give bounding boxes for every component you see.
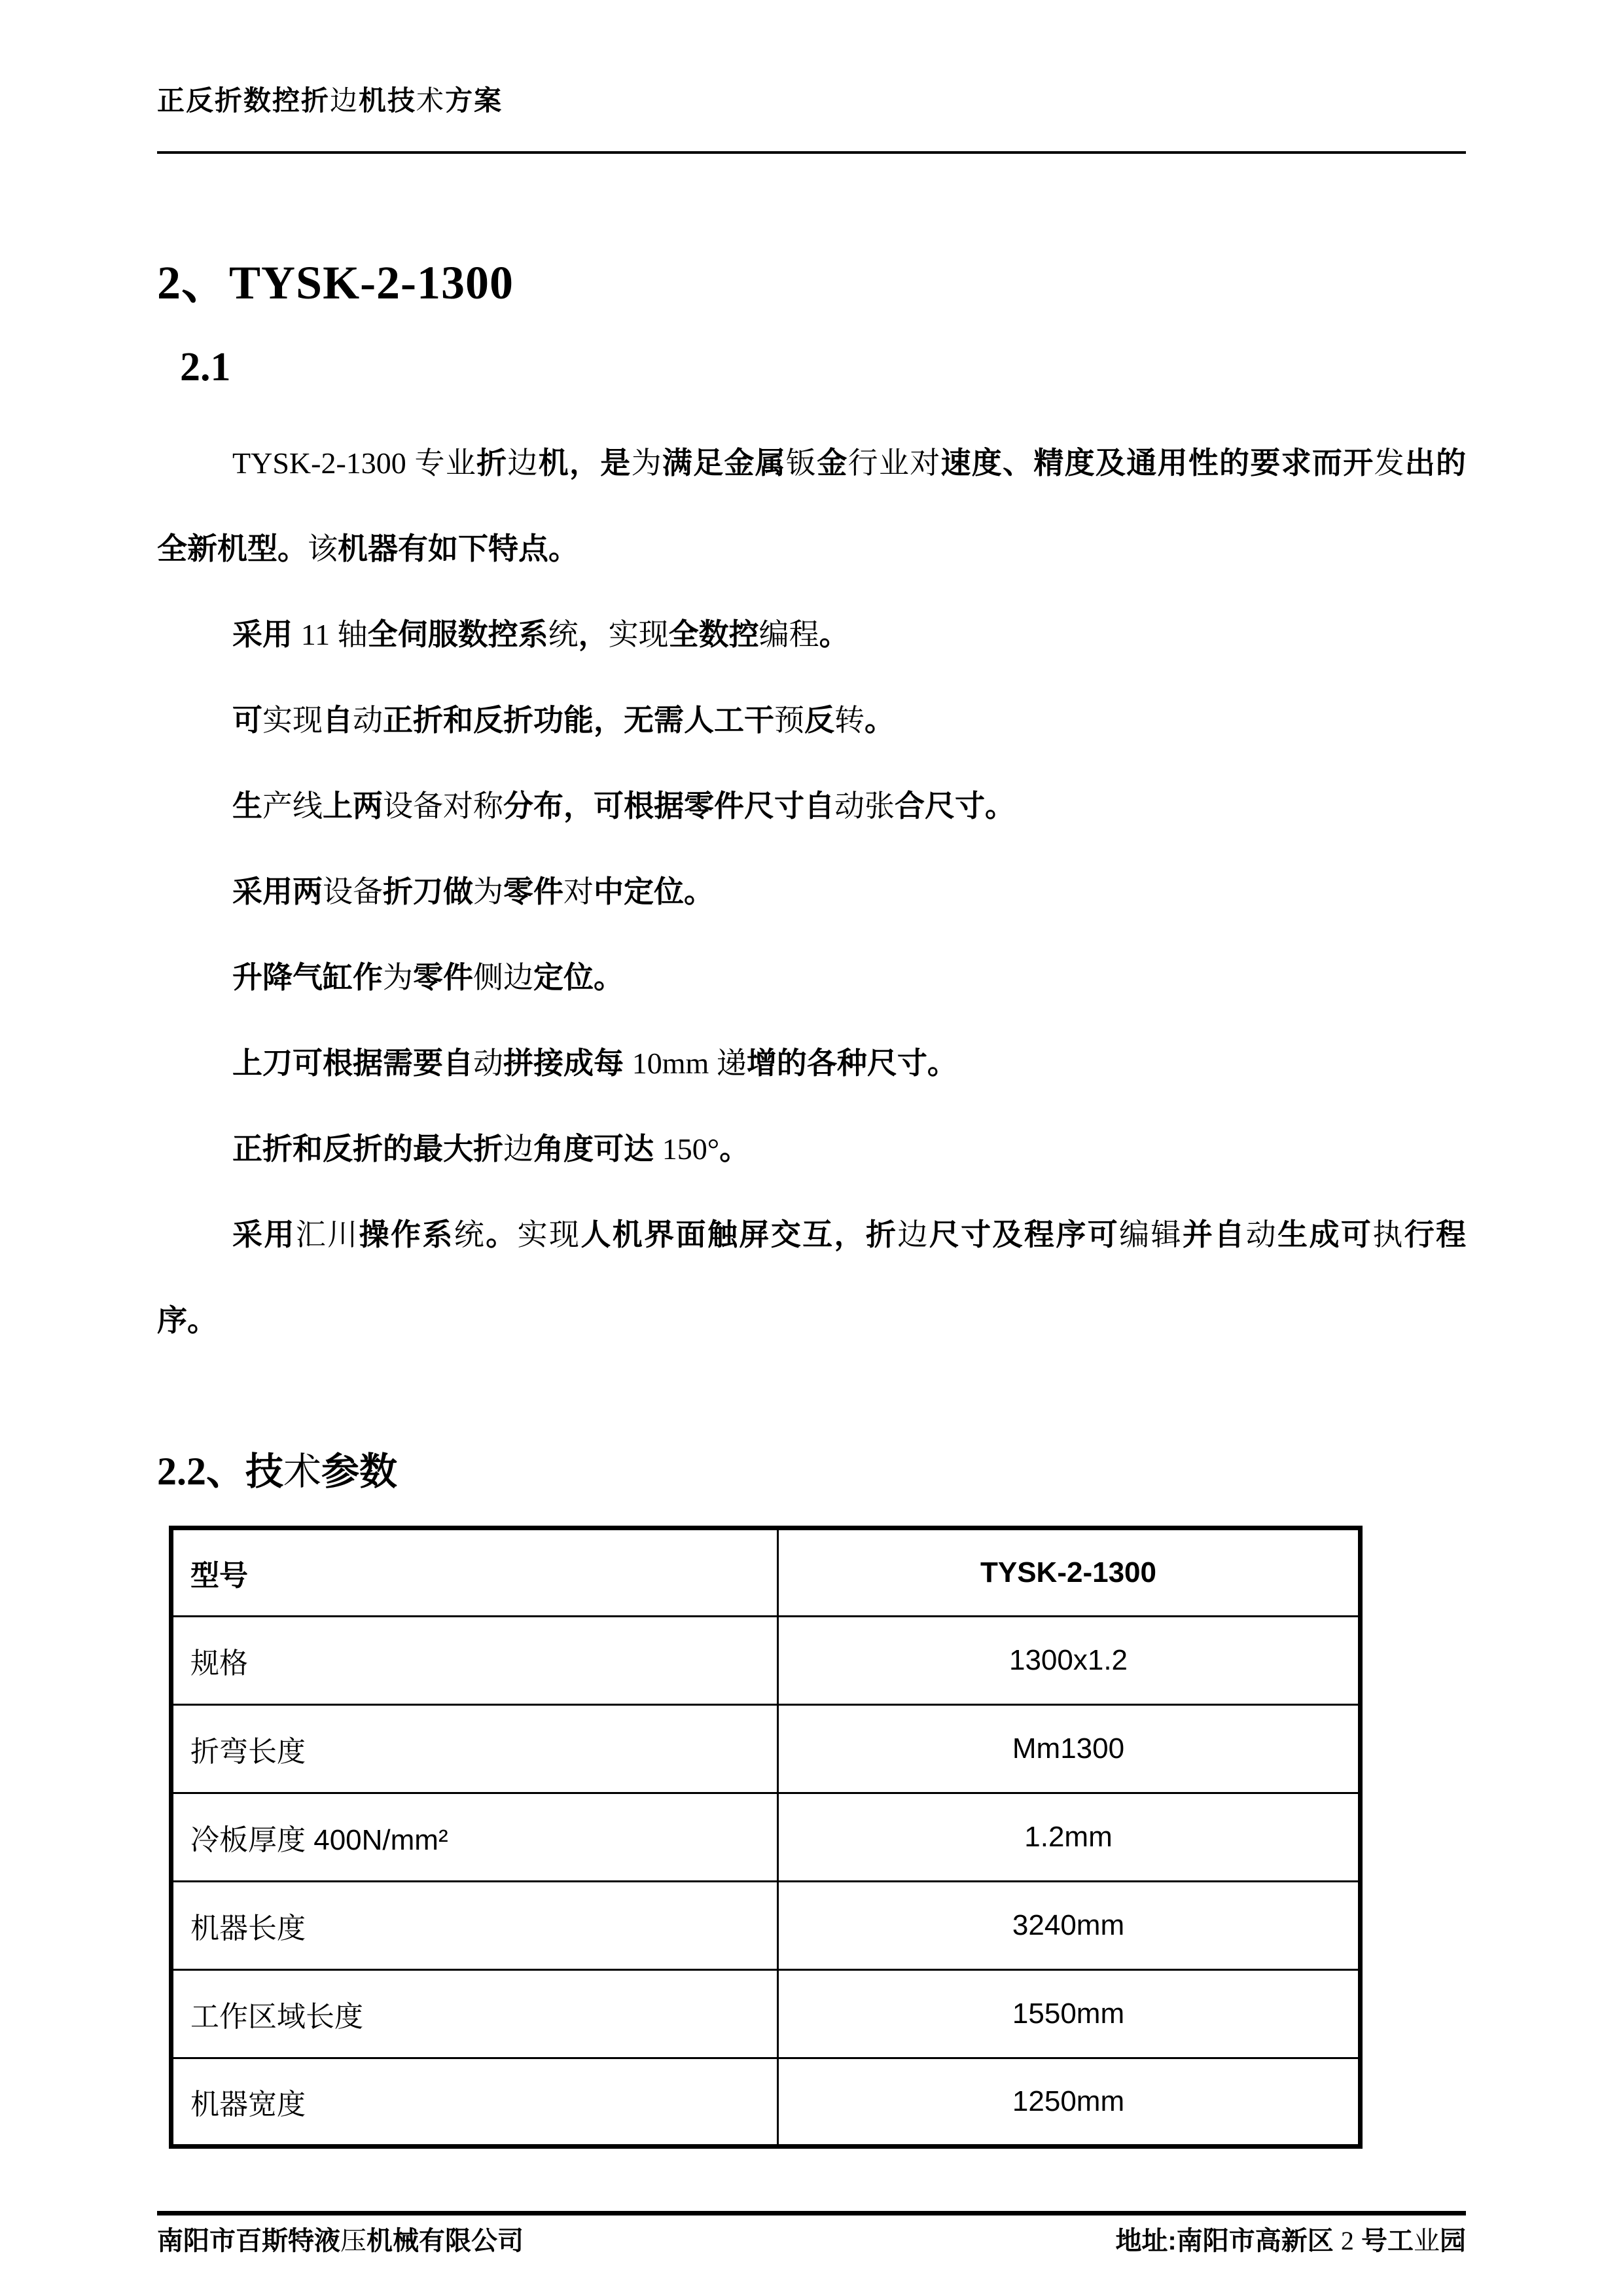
feature-item: 升降气缸作为零件侧边定位。 — [232, 960, 624, 994]
spec-label-cell: 工作区域长度 — [171, 1970, 778, 2058]
feature-item: 上刀可根据需要自动拼接成每 10mm 递增的各种尺寸。 — [232, 1046, 957, 1080]
feature-item: 采用 11 轴全伺服数控系统，实现全数控编程。 — [232, 617, 849, 651]
table-row — [171, 1882, 1361, 1970]
spec-label-cell: 机器宽度 — [171, 2058, 778, 2147]
page-footer — [157, 2211, 1466, 2257]
table-row — [171, 1705, 1361, 1793]
footer-company: 南阳市百斯特液压机械有限公司 — [157, 2226, 524, 2255]
spec-label-cell: 冷板厚度 400N/mm² — [171, 1793, 778, 1882]
spec-value-cell: 1.2mm — [778, 1793, 1361, 1882]
section-heading: 2、TYSK-2-1300 — [157, 257, 514, 309]
table-row — [171, 1970, 1361, 2058]
table-row — [171, 1528, 1361, 1617]
table-row — [171, 1617, 1361, 1705]
spec-label-cell: 机器长度 — [171, 1882, 778, 1970]
footer-address: 地址:南阳市高新区 2 号工业园 — [1115, 2226, 1466, 2255]
spec-value-cell: TYSK-2-1300 — [778, 1528, 1361, 1617]
header-rule — [157, 151, 1466, 154]
spec-value-cell: 1250mm — [778, 2058, 1361, 2147]
subsection-heading: 2.1 — [180, 345, 231, 389]
params-heading: 2.2、技术参数 — [157, 1450, 398, 1493]
spec-value-cell: Mm1300 — [778, 1705, 1361, 1793]
feature-item: 采用两设备折刀做为零件对中定位。 — [232, 874, 714, 908]
footer-row — [157, 2225, 1466, 2257]
body-text-block — [157, 420, 1466, 1363]
spec-value-cell: 3240mm — [778, 1882, 1361, 1970]
page-header-title: 正反折数控折边机技术方案 — [157, 85, 503, 117]
feature-item: 正折和反折的最大折边角度可达 150°。 — [232, 1132, 750, 1166]
spec-label-cell: 型号 — [171, 1528, 778, 1617]
footer-rule — [157, 2211, 1466, 2215]
specs-table — [169, 1526, 1363, 2149]
feature-item: 生产线上两设备对称分布，可根据零件尺寸自动张合尺寸。 — [232, 789, 1015, 823]
table-row — [171, 2058, 1361, 2147]
table-row — [171, 1793, 1361, 1882]
spec-value-cell: 1300x1.2 — [778, 1617, 1361, 1705]
intro-paragraph: TYSK-2-1300 专业折边机，是为满足金属钣金行业对速度、精度及通用性的要求而开发出的全新机型。该机器有如下特点。 — [157, 446, 1467, 565]
spec-label-cell: 规格 — [171, 1617, 778, 1705]
closing-paragraph: 采用汇川操作系统。实现人机界面触屏交互，折边尺寸及程序可编辑并自动生成可执行程序。 — [157, 1217, 1467, 1337]
spec-label-cell: 折弯长度 — [171, 1705, 778, 1793]
feature-item: 可实现自动正折和反折功能，无需人工干预反转。 — [232, 703, 895, 737]
spec-value-cell: 1550mm — [778, 1970, 1361, 2058]
